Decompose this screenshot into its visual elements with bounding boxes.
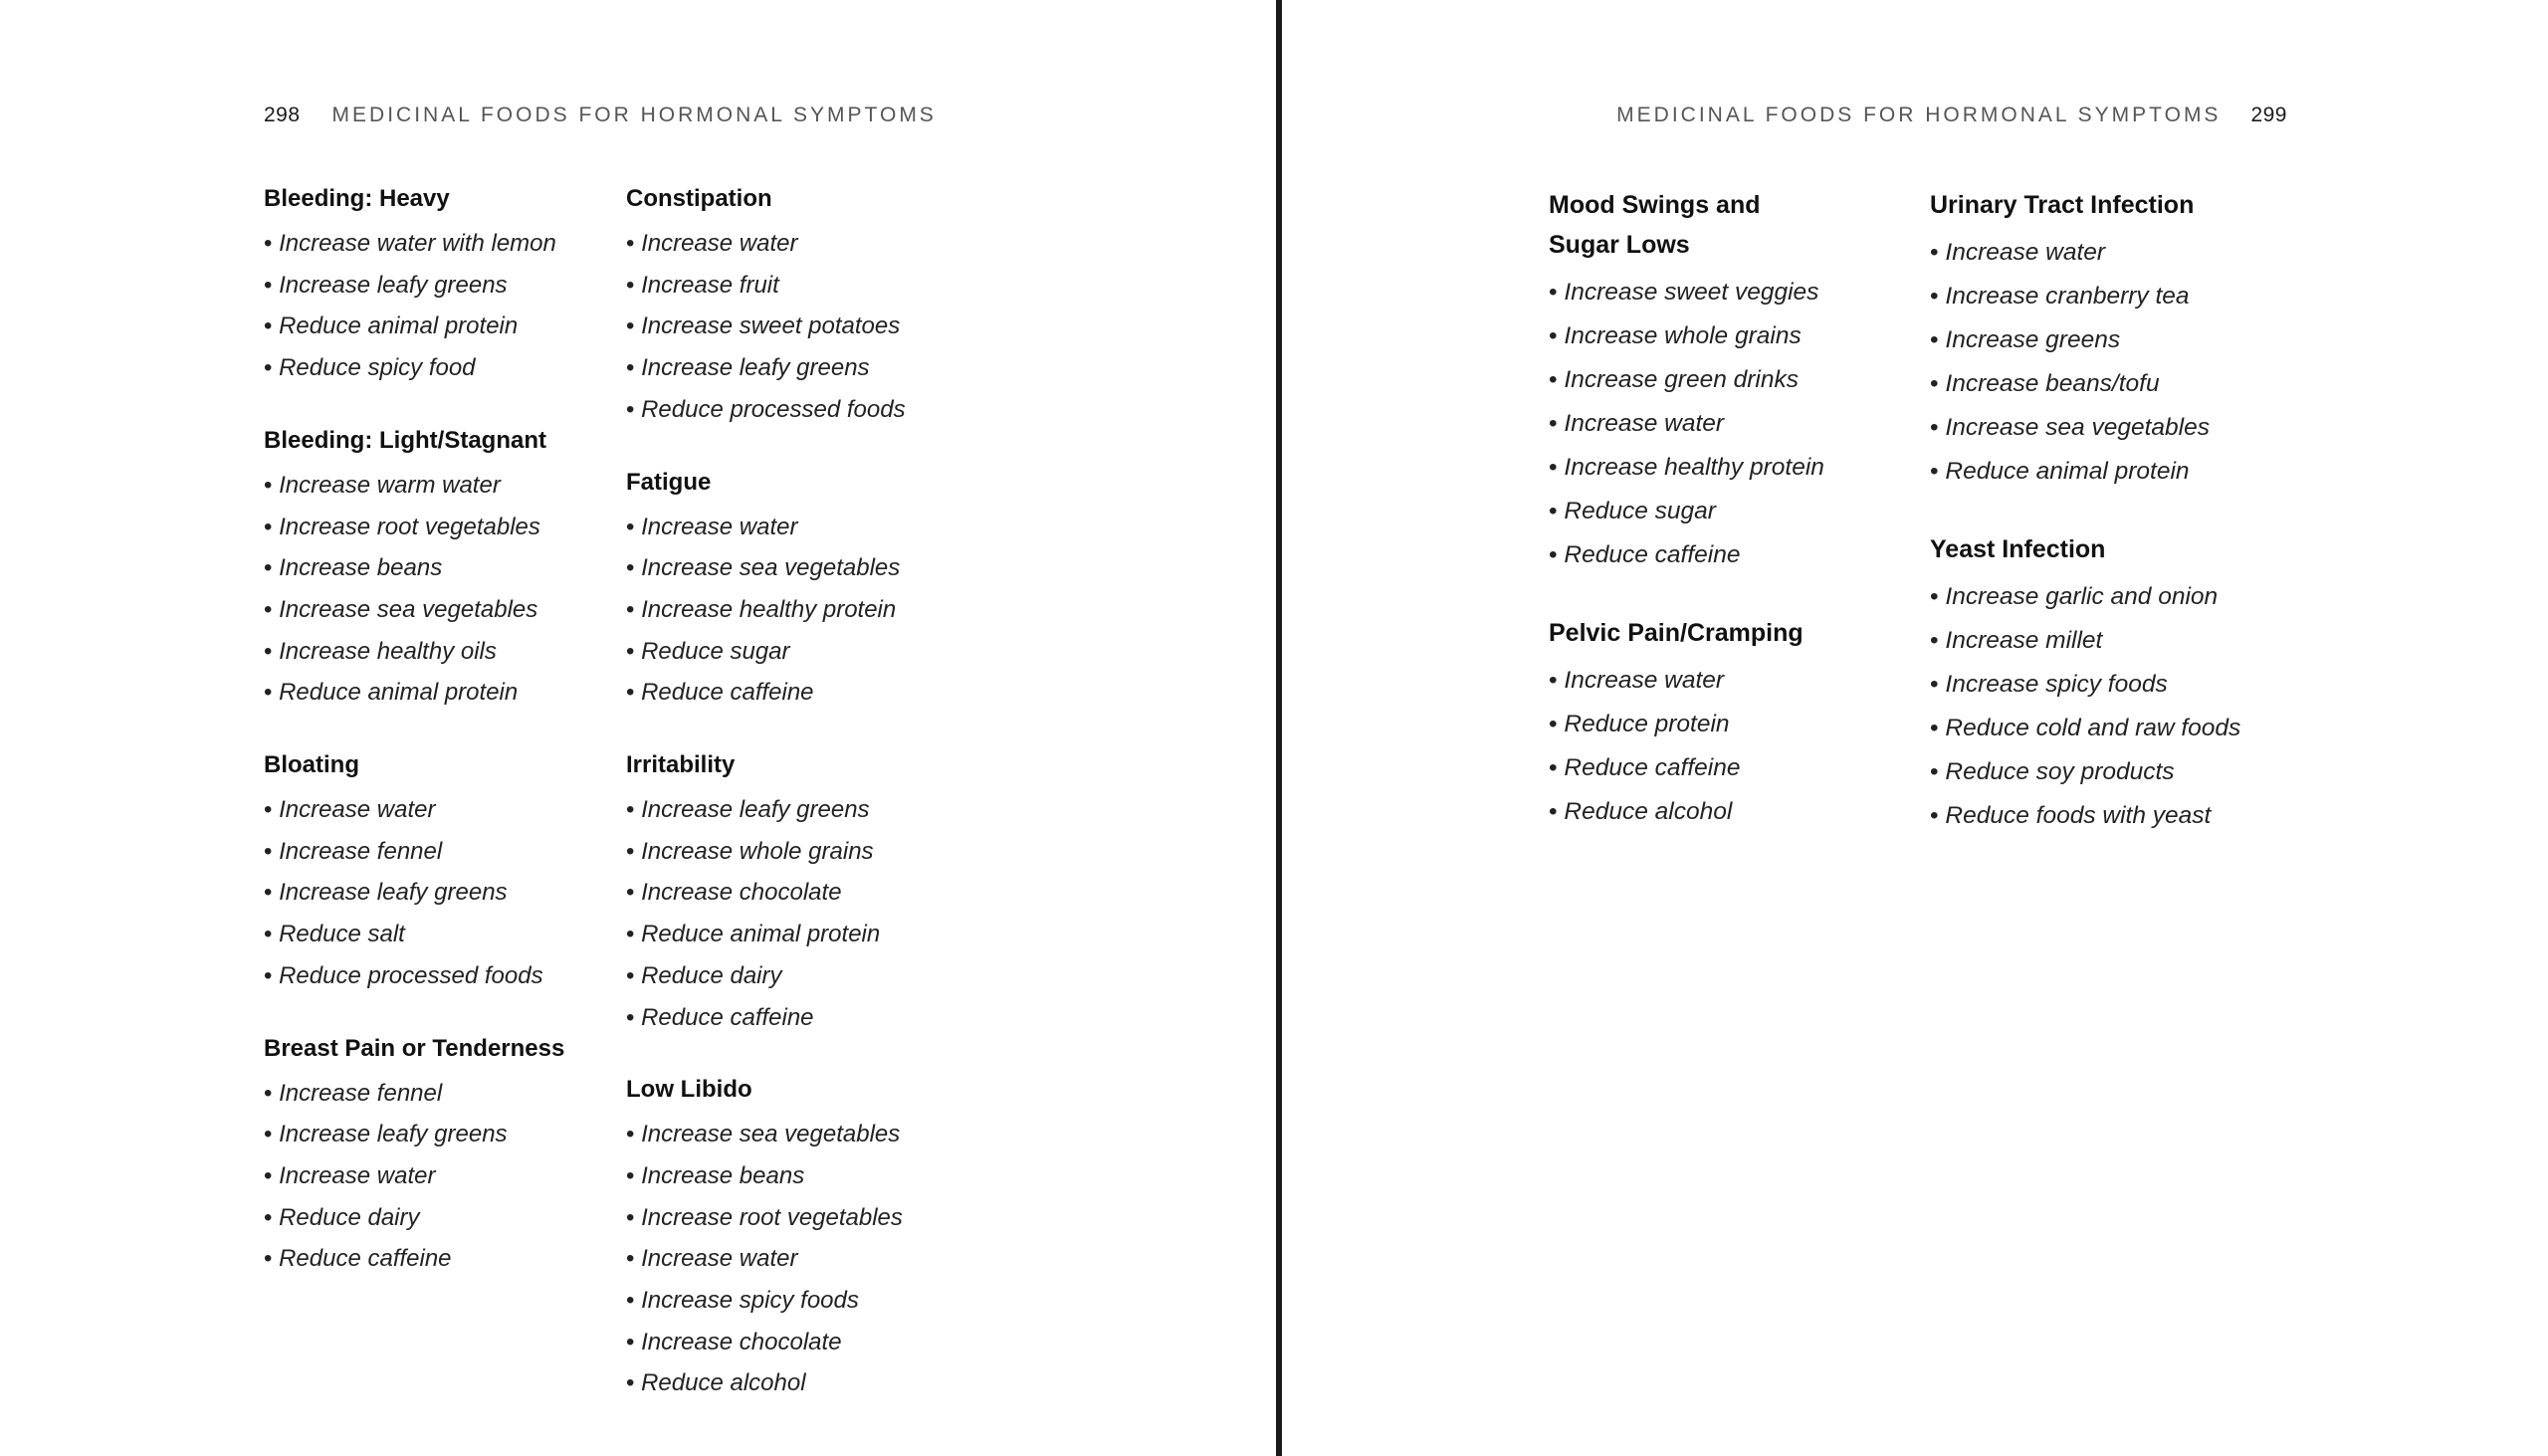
recommendation-item: • Increase leafy greens	[264, 872, 602, 914]
recommendation-item: • Increase leafy greens	[626, 347, 964, 389]
recommendation-item: • Increase chocolate	[626, 872, 964, 914]
symptom-section	[626, 1072, 964, 1404]
recommendation-list	[626, 507, 964, 715]
recommendation-item: • Increase healthy oils	[264, 631, 602, 673]
recommendation-item: • Reduce salt	[264, 914, 602, 955]
recommendation-item: • Increase water	[626, 1238, 964, 1280]
recommendation-item: • Increase water	[1549, 659, 1887, 703]
recommendation-item: • Increase garlic and onion	[1930, 575, 2268, 619]
recommendation-item: • Increase sweet potatoes	[626, 306, 964, 347]
recommendation-item: • Reduce sugar	[626, 631, 964, 673]
recommendation-item: • Reduce cold and raw foods	[1930, 707, 2268, 750]
recommendation-item: • Reduce dairy	[264, 1197, 602, 1239]
recommendation-item: • Increase leafy greens	[626, 789, 964, 831]
recommendation-item: • Reduce foods with yeast	[1930, 794, 2268, 838]
recommendation-item: • Increase whole grains	[1549, 314, 1887, 358]
recommendation-item: • Increase water	[626, 507, 964, 548]
recommendation-item: • Reduce animal protein	[626, 914, 964, 955]
recommendation-item: • Increase sweet veggies	[1549, 271, 1887, 314]
symptom-heading: Bloating	[264, 751, 359, 779]
recommendation-item: • Increase leafy greens	[264, 1114, 602, 1155]
symptom-section	[626, 747, 964, 1038]
recommendation-list	[626, 1114, 964, 1404]
recommendation-item: • Reduce dairy	[626, 955, 964, 997]
recommendation-list	[264, 465, 602, 714]
recommendation-item: • Increase whole grains	[626, 831, 964, 873]
symptom-heading: Urinary Tract Infection	[1930, 191, 2195, 219]
recommendation-item: • Increase chocolate	[626, 1322, 964, 1363]
recommendation-item: • Increase leafy greens	[264, 265, 602, 307]
recommendation-item: • Increase beans	[626, 1155, 964, 1197]
symptom-section	[1930, 185, 2268, 494]
symptom-section	[1549, 613, 1887, 834]
recommendation-item: • Increase fennel	[264, 1073, 602, 1115]
recommendation-item: • Reduce protein	[1549, 703, 1887, 746]
symptom-heading: Constipation	[626, 185, 772, 212]
recommendation-item: • Increase warm water	[264, 465, 602, 507]
recommendation-list	[1549, 659, 1887, 834]
symptom-section	[264, 1031, 602, 1281]
recommendation-item: • Increase healthy protein	[1549, 446, 1887, 490]
symptom-heading: Irritability	[626, 751, 736, 779]
recommendation-item: • Reduce sugar	[1549, 490, 1887, 533]
recommendation-item: • Increase fennel	[264, 831, 602, 873]
right-page-number: 299	[2250, 104, 2287, 126]
recommendation-item: • Increase cranberry tea	[1930, 275, 2268, 318]
recommendation-item: • Reduce soy products	[1930, 750, 2268, 794]
right-running-head	[1616, 104, 2287, 127]
symptom-section	[626, 181, 964, 431]
recommendation-item: • Reduce caffeine	[1549, 746, 1887, 790]
left-page-number: 298	[264, 104, 301, 126]
recommendation-item: • Reduce animal protein	[264, 306, 602, 347]
symptom-heading: Pelvic Pain/Cramping	[1549, 619, 1804, 647]
recommendation-item: • Increase sea vegetables	[1930, 406, 2268, 450]
symptom-section	[264, 423, 602, 714]
recommendation-item: • Reduce caffeine	[1549, 533, 1887, 577]
recommendation-item: • Increase water	[264, 789, 602, 831]
recommendation-item: • Increase sea vegetables	[264, 589, 602, 631]
symptom-section	[264, 747, 602, 997]
left-running-head	[264, 104, 937, 127]
recommendation-list	[264, 223, 602, 389]
left-column-2	[626, 181, 964, 1438]
recommendation-list	[264, 1073, 602, 1281]
recommendation-item: • Increase root vegetables	[626, 1197, 964, 1239]
symptom-heading: Breast Pain or Tenderness	[264, 1034, 565, 1062]
left-running-head-title: MEDICINAL FOODS FOR HORMONAL SYMPTOMS	[331, 104, 937, 126]
recommendation-item: • Increase sea vegetables	[626, 547, 964, 589]
symptom-heading: Mood Swings and Sugar Lows	[1549, 191, 1761, 259]
symptom-section	[1549, 185, 1887, 577]
recommendation-item: • Reduce spicy food	[264, 347, 602, 389]
recommendation-item: • Increase spicy foods	[1930, 663, 2268, 707]
symptom-heading: Bleeding: Light/Stagnant	[264, 426, 546, 454]
right-running-head-title: MEDICINAL FOODS FOR HORMONAL SYMPTOMS	[1616, 104, 2222, 126]
recommendation-item: • Reduce caffeine	[626, 997, 964, 1039]
recommendation-item: • Reduce processed foods	[264, 955, 602, 997]
recommendation-item: • Increase beans/tofu	[1930, 362, 2268, 406]
recommendation-item: • Increase spicy foods	[626, 1280, 964, 1322]
recommendation-list	[1930, 231, 2268, 494]
symptom-heading: Bleeding: Heavy	[264, 185, 450, 212]
recommendation-item: • Reduce animal protein	[1930, 450, 2268, 494]
symptom-section	[626, 465, 964, 715]
recommendation-item: • Increase sea vegetables	[626, 1114, 964, 1155]
recommendation-item: • Increase water	[1930, 231, 2268, 275]
recommendation-list	[626, 789, 964, 1038]
recommendation-item: • Increase water with lemon	[264, 223, 602, 265]
symptom-section	[1930, 529, 2268, 838]
recommendation-list	[1930, 575, 2268, 838]
recommendation-item: • Increase water	[1549, 402, 1887, 446]
recommendation-item: • Reduce alcohol	[626, 1362, 964, 1404]
right-page	[1282, 0, 2548, 1456]
recommendation-item: • Increase healthy protein	[626, 589, 964, 631]
symptom-heading: Fatigue	[626, 468, 712, 496]
recommendation-item: • Reduce animal protein	[264, 672, 602, 714]
recommendation-item: • Increase beans	[264, 547, 602, 589]
recommendation-item: • Increase water	[264, 1155, 602, 1197]
recommendation-item: • Increase root vegetables	[264, 507, 602, 548]
recommendation-list	[1549, 271, 1887, 577]
recommendation-list	[626, 223, 964, 431]
recommendation-item: • Reduce caffeine	[626, 672, 964, 714]
left-column-1	[264, 181, 602, 1314]
recommendation-list	[264, 789, 602, 997]
recommendation-item: • Reduce alcohol	[1549, 790, 1887, 834]
recommendation-item: • Reduce caffeine	[264, 1238, 602, 1280]
right-column-1	[1549, 185, 1887, 870]
recommendation-item: • Reduce processed foods	[626, 389, 964, 431]
recommendation-item: • Increase fruit	[626, 265, 964, 307]
recommendation-item: • Increase water	[626, 223, 964, 265]
recommendation-item: • Increase greens	[1930, 318, 2268, 362]
right-column-2	[1930, 185, 2268, 874]
recommendation-item: • Increase millet	[1930, 619, 2268, 663]
symptom-section	[264, 181, 602, 389]
recommendation-item: • Increase green drinks	[1549, 358, 1887, 402]
symptom-heading: Yeast Infection	[1930, 535, 2106, 563]
symptom-heading: Low Libido	[626, 1076, 752, 1104]
